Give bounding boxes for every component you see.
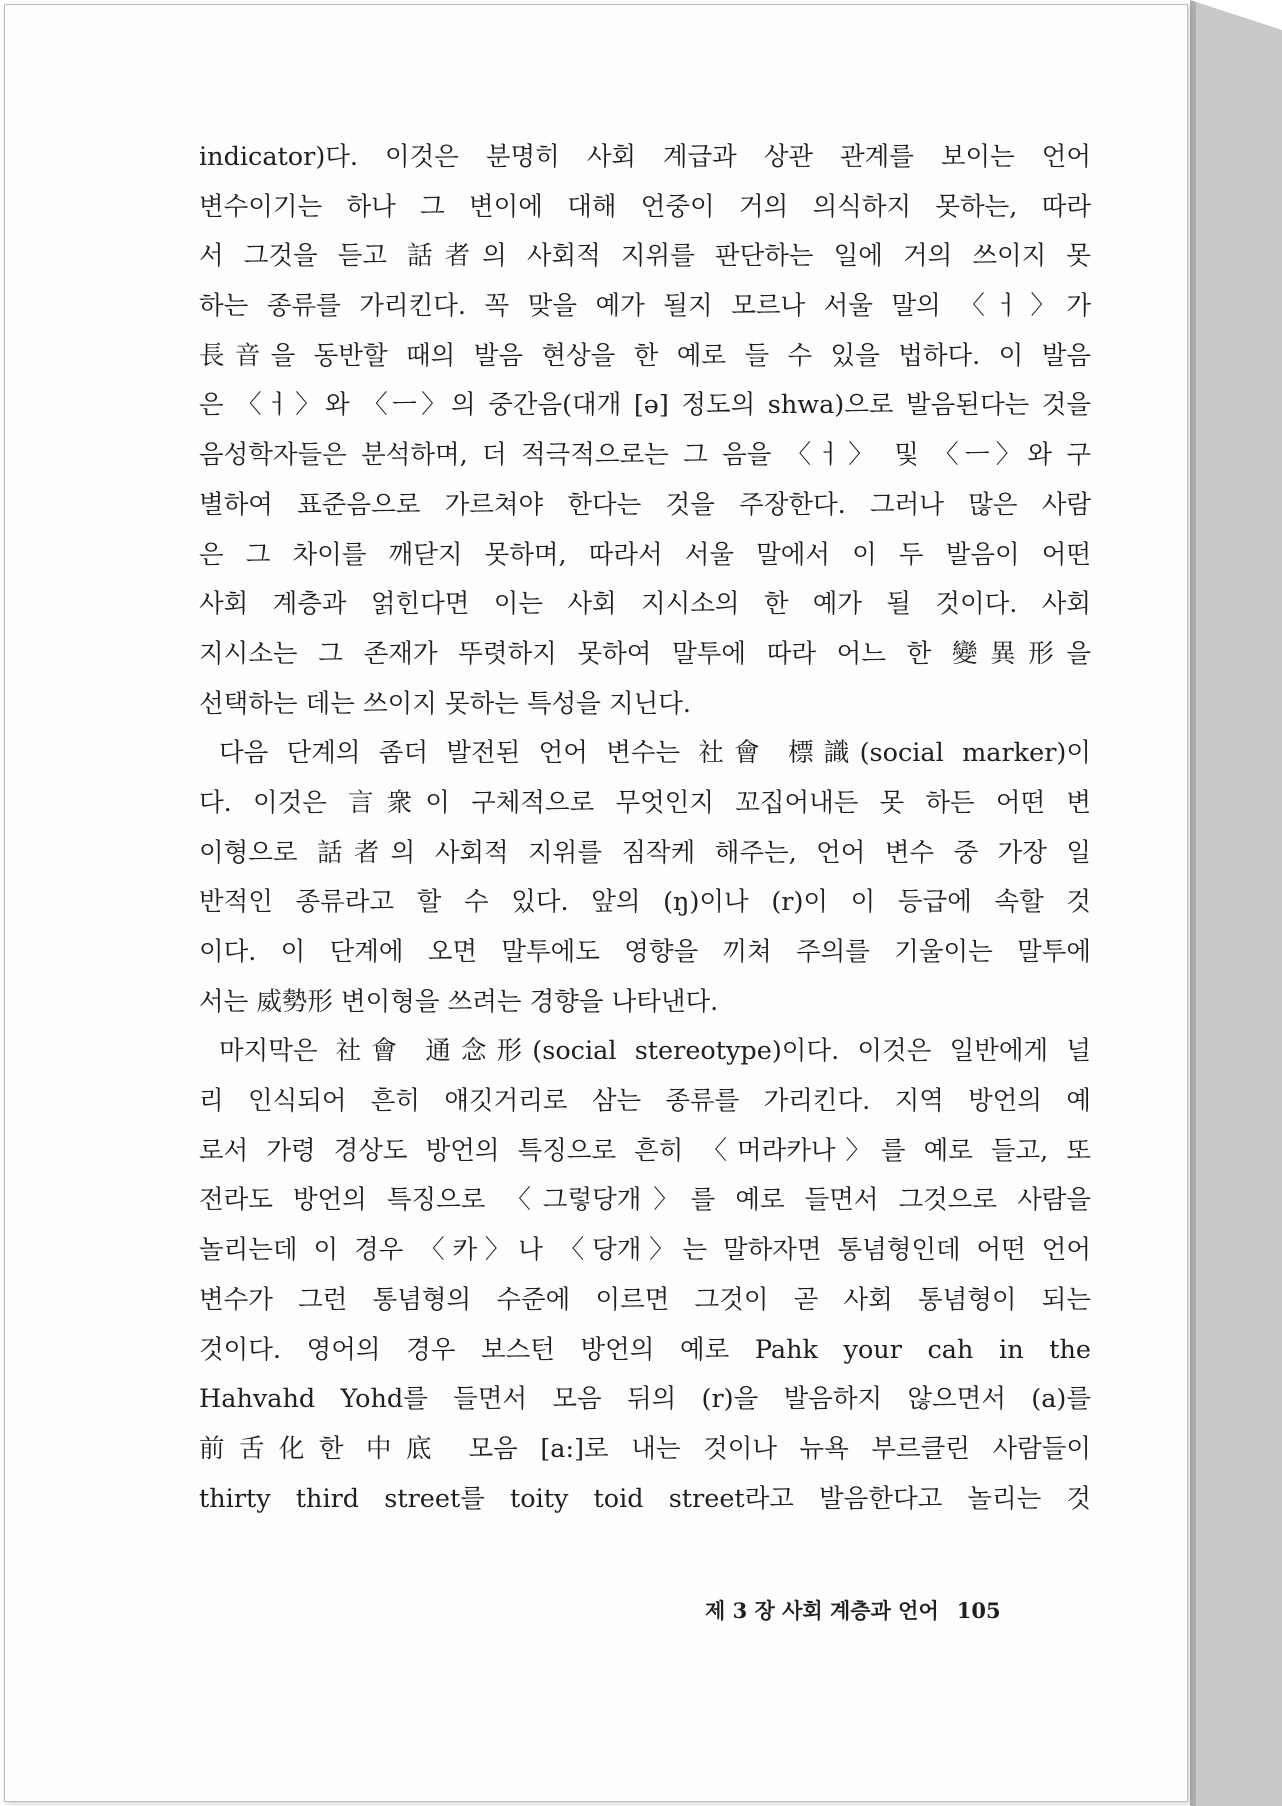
text-line: 리 인식되어 흔히 얘깃거리로 삼는 종류를 가리킨다. 지역 방언의 예 — [199, 1086, 1091, 1117]
text-line: 마지막은 社會 通念形(social stereotype)이다. 이것은 일반에게 널 — [219, 1036, 1091, 1067]
text-line: 로서 가령 경상도 방언의 특징으로 흔히 〈머라카나〉를 예로 들고, 또 — [199, 1135, 1091, 1166]
text-line: 서는 威勢形 변이형을 쓰려는 경향을 나타낸다. — [199, 986, 719, 1017]
text-line: 다. 이것은 言衆이 구체적으로 무엇인지 꼬집어내든 못 하든 어떤 변 — [199, 787, 1091, 818]
text-line: 長音을 동반할 때의 발음 현상을 한 예로 들 수 있을 법하다. 이 발음 — [199, 340, 1091, 371]
page-footer — [705, 1595, 1105, 1625]
text-line: 것이다. 영어의 경우 보스턴 방언의 예로 Pahk your cah in the — [199, 1334, 1091, 1365]
text-line: 놀리는데 이 경우 〈카〉나 〈당개〉는 말하자면 통념형인데 어떤 언어 — [199, 1235, 1091, 1266]
text-line: 서 그것을 듣고 話者의 사회적 지위를 판단하는 일에 거의 쓰이지 못 — [199, 241, 1091, 272]
text-line: 별하여 표준음으로 가르쳐야 한다는 것을 주장한다. 그러나 많은 사람 — [199, 489, 1091, 520]
text-line: 전라도 방언의 특징으로 〈그렇당개〉를 예로 들면서 그것으로 사람을 — [199, 1185, 1091, 1216]
text-line: indicator)다. 이것은 분명히 사회 계급과 상관 관계를 보이는 언어 — [199, 142, 1091, 172]
text-line: 반적인 종류라고 할 수 있다. 앞의 (ŋ)이나 (r)이 이 등급에 속할 것 — [199, 887, 1091, 918]
text-line: 사회 계층과 얽힌다면 이는 사회 지시소의 한 예가 될 것이다. 사회 — [199, 589, 1091, 620]
text-line: Hahvahd Yohd를 들면서 모음 뒤의 (r)을 발음하지 않으면서 (a)를 — [199, 1384, 1091, 1415]
text-line: 음성학자들은 분석하며, 더 적극적으로는 그 음을 〈ㅓ〉 및 〈ㅡ〉와 구 — [199, 440, 1091, 471]
text-line: 선택하는 데는 쓰이지 못하는 특성을 지닌다. — [199, 688, 692, 719]
text-line: thirty third street를 toity toid street라고 발음한다고 놀리는 것 — [199, 1483, 1091, 1514]
book-edge-shade — [1190, 0, 1196, 1806]
text-line: 하는 종류를 가리킨다. 꼭 맞을 예가 될지 모르나 서울 말의 〈ㅓ〉가 — [199, 291, 1091, 322]
text-line: 변수이기는 하나 그 변이에 대해 언중이 거의 의식하지 못하는, 따라 — [199, 191, 1091, 222]
book-edge — [1190, 0, 1282, 1806]
chapter-running-head: 제 3 장 사회 계층과 언어 — [705, 1598, 939, 1623]
text-line: 지시소는 그 존재가 뚜렷하지 못하여 말투에 따라 어느 한 變異形을 — [199, 638, 1091, 669]
text-line: 변수가 그런 통념형의 수준에 이르면 그것이 곧 사회 통념형이 되는 — [199, 1284, 1091, 1315]
text-line: 이형으로 話者의 사회적 지위를 짐작케 해주는, 언어 변수 중 가장 일 — [199, 837, 1091, 868]
text-line: 은 그 차이를 깨닫지 못하며, 따라서 서울 말에서 이 두 발음이 어떤 — [199, 539, 1091, 570]
text-line: 은 〈ㅓ〉와 〈ㅡ〉의 중간음(대개 [ə] 정도의 shwa)으로 발음된다는 것을 — [199, 390, 1091, 421]
body-text — [199, 133, 1091, 1524]
page-sheet — [4, 4, 1188, 1802]
text-line: 이다. 이 단계에 오면 말투에도 영향을 끼쳐 주의를 기울이는 말투에 — [199, 937, 1091, 967]
text-line: 前舌化한 中底 모음 [a:]로 내는 것이나 뉴욕 부르클린 사람들이 — [199, 1433, 1091, 1464]
text-line: 다음 단계의 좀더 발전된 언어 변수는 社會 標識(social marker)이 — [219, 738, 1091, 769]
page-number: 105 — [956, 1598, 1001, 1623]
